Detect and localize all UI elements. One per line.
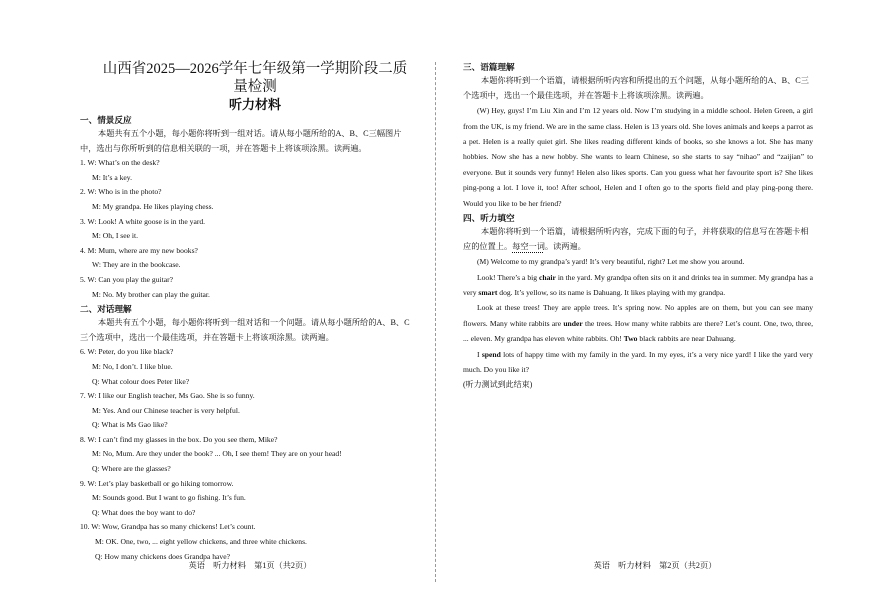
passage-text: Look! There’s a big bbox=[477, 272, 540, 282]
dialogue-line: M: Yes. And our Chinese teacher is very helpful. bbox=[92, 405, 240, 415]
dialogue-line: Q: How many chickens does Grandpa have? bbox=[95, 551, 230, 561]
dialogue-line: 10. W: Wow, Grandpa has so many chickens! Let’s count. bbox=[80, 522, 256, 532]
section-2-instructions: 本题共有五个小题，每小题你将听到一组对话和一个问题。请从每小题所给的A、B、C三个选项中，选出一个最佳选项，并在答题卡上将该项涂黑。读两遍。 bbox=[80, 318, 410, 342]
passage-text: Look at these trees! They are apple trees. It’s spring now. No apples are on them, but you can see many flowers. Many white rabbits are bbox=[463, 303, 813, 328]
passage-text: in the yard. My grandpa often sits on it and drinks tea in summer. My grandpa has a very bbox=[463, 272, 814, 298]
dialogue-line: 2. W: Who is in the photo? bbox=[80, 187, 162, 197]
passage-text: the trees. How many white rabbits are there? Let’s count. One, two, three, ... eleven. My grandpa has eleven white rabbits. Oh! bbox=[463, 318, 813, 344]
dialogue-line: M: OK. One, two, ... eight yellow chickens, and three white chickens. bbox=[95, 537, 307, 547]
page-2 bbox=[435, 0, 870, 615]
dialogue-line: Q: What does the boy want to do? bbox=[92, 507, 196, 517]
dialogue-line: M: Oh, I see it. bbox=[92, 231, 138, 241]
dialogue-line: M: Sounds good. But I want to go fishing. It’s fun. bbox=[92, 493, 246, 503]
dialogue-line: W: They are in the bookcase. bbox=[92, 260, 181, 270]
dialogue-line: 3. W: Look! A white goose is in the yard. bbox=[80, 216, 206, 226]
passage-paragraph bbox=[463, 347, 813, 378]
dialogue-line: 7. W: I like our English teacher, Ms Gao. She is so funny. bbox=[80, 391, 255, 401]
dialogue-line: M: No, Mum. Are they under the book? ... Oh, I see them! They are on your head! bbox=[92, 449, 342, 459]
page-title: 山西省2025—2026学年七年级第一学期阶段二质量检测 bbox=[102, 61, 408, 95]
dialogue-line: M: No, I don’t. I like blue. bbox=[92, 361, 173, 371]
dialogue-line: 4. M: Mum, where are my new books? bbox=[80, 245, 198, 255]
end-note: (听力测试到此结束) bbox=[463, 380, 533, 390]
instr-emphasis: 每空一词 bbox=[512, 241, 545, 251]
bold-word: smart bbox=[478, 288, 498, 298]
page-2-content bbox=[463, 60, 813, 392]
section-1-items bbox=[80, 156, 410, 302]
page-1-content bbox=[80, 60, 410, 564]
section-4-heading: 四、听力填空 bbox=[463, 213, 515, 224]
bold-word: Two bbox=[623, 334, 638, 344]
section-2-items bbox=[80, 345, 410, 564]
section-3-instructions: 本题你将听到一个语篇，请根据所听内容和所提出的五个问题，从每小题所给的A、B、C三个选项中，选出一个最佳选项，并在答题卡上将该项涂黑。读两遍。 bbox=[463, 76, 809, 100]
bold-word: under bbox=[563, 318, 583, 328]
passage-text: lots of happy time with my family in the yard. In my eyes, it’s a very nice yard! I like the yard very much. Do you like it? bbox=[463, 349, 813, 375]
bold-word: spend bbox=[481, 349, 501, 359]
dialogue-line: 9. W: Let’s play basketball or go hiking tomorrow. bbox=[80, 478, 234, 488]
section-4-instructions bbox=[463, 225, 813, 254]
passage-paragraph: (M) Welcome to my grandpa’s yard! It’s very beautiful, right? Let me show you around. bbox=[477, 257, 745, 267]
dialogue-line: 5. W: Can you play the guitar? bbox=[80, 274, 174, 284]
dialogue-line: 8. W: I can’t find my glasses in the box. Do you see them, Mike? bbox=[80, 434, 278, 444]
passage-text: black rabbits are near Dahuang. bbox=[637, 334, 736, 344]
instr-text: 。读两遍。 bbox=[544, 241, 586, 251]
instr-text: 本题你将听到一个语篇，请根据所听内容，完成下面的句子，并将获取的信息写在答题卡相应的位置上。 bbox=[463, 227, 809, 251]
dialogue-line: Q: What is Ms Gao like? bbox=[92, 420, 168, 430]
dialogue-line: M: It’s a key. bbox=[92, 172, 132, 182]
section-1-instructions: 本题共有五个小题，每小题你将听到一组对话。请从每小题所给的A、B、C三幅图片中，选出与你所听到的信息相关联的一项，并在答题卡上将该项涂黑。读两遍。 bbox=[80, 129, 402, 153]
passage-text: dog. It’s yellow, so its name is Dahuang. It likes playing with my grandpa. bbox=[497, 288, 726, 298]
passage-text: I bbox=[477, 349, 482, 359]
passage-paragraph bbox=[463, 270, 813, 301]
page-2-footer: 英语 听力材料 第2页（共2页） bbox=[593, 561, 717, 570]
dialogue-line: Q: Where are the glasses? bbox=[92, 464, 171, 474]
dialogue-line: 6. W: Peter, do you like black? bbox=[80, 347, 174, 357]
section-1-heading: 一、情景反应 bbox=[80, 115, 132, 125]
section-3-passage: (W) Hey, guys! I’m Liu Xin and I’m 12 years old. Now I’m studying in a middle school. Helen Green, a girl from the UK, is my friend. We are in the same class. Helen is 13 years old. She loves animals and keeps a parrot as a pet. Helen is a really quiet girl. She likes reading different kinds of books, so she knows a lot. She has many hobbies. Now she has a new hobby. She wants to learn Chinese, so she starts to say “nihao” and “zaijian” to everyone. But it sounds very funny! Helen also likes sports. Can you guess what her favourite sport is? She likes ping-pong a lot. I love it, too! After school, Helen and I often go to the sports field and play ping-pong there. Would you like to be her friend? bbox=[463, 106, 813, 208]
dialogue-line: 1. W: What’s on the desk? bbox=[80, 158, 160, 168]
bold-word: chair bbox=[539, 272, 556, 282]
dialogue-line: M: My grandpa. He likes playing chess. bbox=[92, 201, 214, 211]
passage-paragraph bbox=[463, 300, 813, 346]
page-subtitle: 听力材料 bbox=[228, 97, 281, 112]
dialogue-line: M: No. My brother can play the guitar. bbox=[92, 289, 210, 299]
section-2-heading: 二、对话理解 bbox=[80, 304, 132, 315]
section-3-heading: 三、语篇理解 bbox=[463, 62, 515, 72]
dialogue-line: Q: What colour does Peter like? bbox=[92, 376, 190, 386]
page-1-footer: 英语 听力材料 第1页（共2页） bbox=[188, 561, 312, 570]
